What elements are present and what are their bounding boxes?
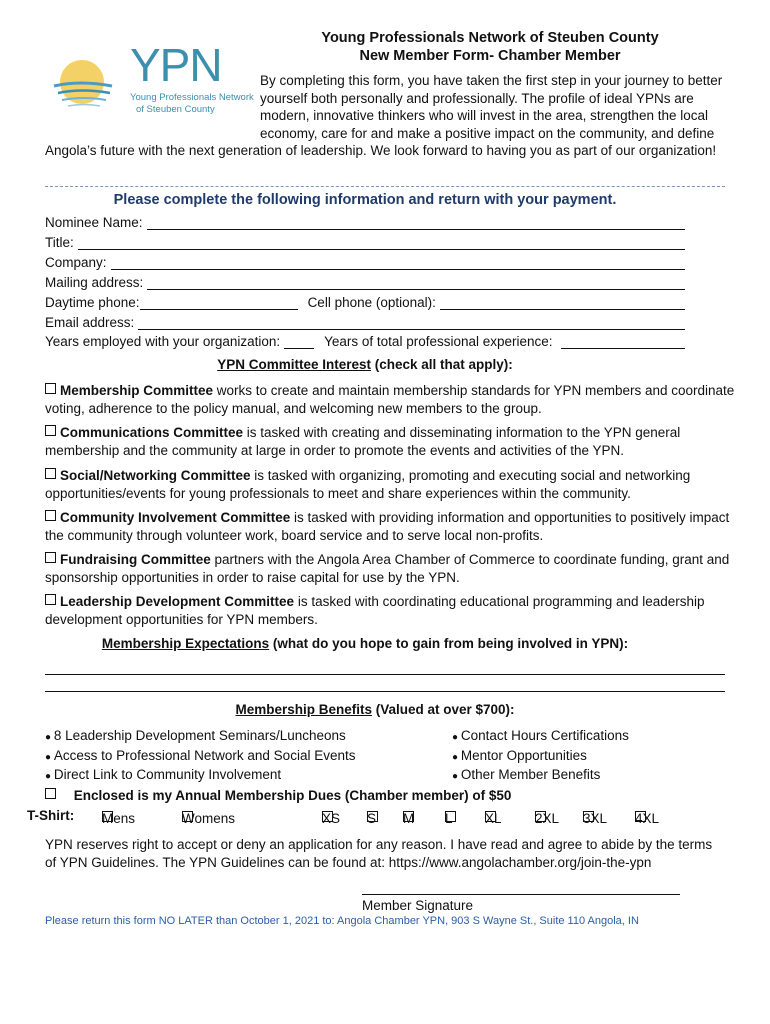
benefit-item: ● Contact Hours Certifications (452, 727, 732, 747)
daytime-phone-field[interactable] (140, 295, 298, 310)
checkbox[interactable] (45, 425, 56, 436)
option-label: 3XL (583, 811, 608, 826)
tshirt-label: T-Shirt: (27, 808, 75, 823)
signature-line[interactable] (362, 894, 680, 895)
committee-name: Fundraising Committee (60, 552, 211, 567)
expectations-heading-title: Membership Expectations (101, 636, 270, 651)
email-field[interactable] (138, 315, 685, 330)
committee-item (45, 551, 735, 586)
company-label: Company: (45, 255, 107, 270)
phone-row (45, 292, 685, 310)
dashed-divider (45, 186, 725, 187)
committee-item (45, 509, 735, 544)
expectations-line-2[interactable] (45, 691, 725, 692)
committee-name: Social/Networking Committee (60, 468, 251, 483)
committee-name: Leadership Development Committee (60, 594, 295, 609)
checkbox[interactable] (45, 552, 56, 563)
option-label: Womens (182, 811, 236, 826)
option-label: 4XL (635, 811, 660, 826)
committee-item (45, 382, 735, 417)
committee-heading-title: YPN Committee Interest (217, 357, 371, 372)
benefits-right-list (452, 727, 732, 786)
expectations-line-1[interactable] (45, 674, 725, 675)
nominee-name-label: Nominee Name: (45, 215, 143, 230)
cell-phone-label: Cell phone (optional): (307, 295, 436, 310)
committee-desc: works to create and maintain membership standards for YPN members and coordinate voting, adherence to the policy manual, and welcoming new members to the group. (45, 383, 735, 416)
committee-item (45, 467, 735, 502)
committee-desc: is tasked with providing information and opportunities to positively impact the community through volunteer work, board service and to serve local non-profits. (45, 510, 730, 543)
option-label: S (367, 811, 377, 826)
title-row (45, 232, 685, 250)
option-label: 2XL (535, 811, 560, 826)
years-total-field[interactable] (561, 334, 685, 349)
committee-desc: is tasked with organizing, promoting and executing social and networking opportunities/events for young professionals to meet and share experiences within the community. (45, 468, 691, 501)
benefits-left-list (45, 727, 425, 786)
dues-checkbox[interactable] (45, 788, 56, 799)
option-label: Mens (102, 811, 136, 826)
logo-line2: of Steuben County (136, 104, 215, 115)
benefits-heading-title: Membership Benefits (235, 702, 372, 717)
logo-mark: YPN (130, 39, 222, 91)
years-org-field[interactable] (284, 334, 314, 349)
mailing-address-field[interactable] (147, 275, 685, 290)
title-label: Title: (45, 235, 74, 250)
benefits-heading-suffix: (Valued at over $700): (371, 702, 515, 717)
title-field[interactable] (78, 235, 685, 250)
company-field[interactable] (111, 255, 685, 270)
benefit-item: ● 8 Leadership Development Seminars/Luncheons (45, 727, 425, 747)
form-subtitle: New Member Form- Chamber Member (359, 48, 621, 64)
nominee-name-field[interactable] (147, 215, 685, 230)
benefit-item: ● Other Member Benefits (452, 766, 732, 786)
logo-line1: Young Professionals Network (130, 92, 254, 103)
intro-paragraph (45, 72, 735, 160)
form-title: Young Professionals Network of Steuben County (321, 30, 659, 46)
years-org-label: Years employed with your organization: (45, 334, 281, 349)
years-row (45, 331, 685, 349)
signature-label: Member Signature (362, 898, 474, 913)
committee-desc: partners with the Angola Area Chamber of Commerce to coordinate funding, grant and sponsorship opportunities in order to raise capital for use by the YPN. (45, 552, 730, 585)
committee-desc: is tasked with coordinating educational programming and leadership development opportunities for YPN members. (45, 594, 705, 627)
committee-item (45, 424, 735, 459)
checkbox[interactable] (45, 383, 56, 394)
intro-text: By completing this form, you have taken the first step in your journey to better yourself both personally and professionally. The profile of ideal YPNs are modern, innovative thinkers who will invest in the area, strengthen the local economy, care for and make a positive impact on the community, and define Angola’s future with the next generation of leadership. We look forward to having you as part of our organization! (45, 73, 723, 158)
cell-phone-field[interactable] (440, 295, 685, 310)
committee-name: Communications Committee (60, 425, 244, 440)
committee-name: Community Involvement Committee (60, 510, 291, 525)
terms-paragraph: YPN reserves right to accept or deny an application for any reason. I have read and agree to abide by the terms of YPN Guidelines. The YPN Guidelines can be found at: https://www.angolachamber.org/join-the-ypn (45, 837, 713, 870)
option-label: L (445, 811, 453, 826)
mailing-label: Mailing address: (45, 275, 144, 290)
email-row (45, 312, 685, 330)
committee-heading-suffix: (check all that apply): (371, 357, 513, 372)
years-total-label: Years of total professional experience: (324, 334, 553, 349)
benefit-item: ● Direct Link to Community Involvement (45, 766, 425, 786)
dues-row (45, 788, 745, 803)
option-label: M (403, 811, 415, 826)
return-instructions: Please return this form NO LATER than October 1, 2021 to: Angola Chamber YPN, 903 S Wayne St., Suite 110 Angola, IN (45, 915, 639, 927)
benefit-item: ● Access to Professional Network and Social Events (45, 747, 425, 767)
benefit-item: ● Mentor Opportunities (452, 747, 732, 767)
expectations-heading-suffix: (what do you hope to gain from being involved in YPN): (269, 636, 629, 651)
daytime-phone-label: Daytime phone: (45, 295, 140, 310)
dues-text: Enclosed is my Annual Membership Dues (Chamber member) of $50 (73, 788, 512, 803)
checkbox[interactable] (45, 594, 56, 605)
benefits-heading (45, 702, 705, 717)
expectations-heading (45, 636, 685, 651)
checkbox[interactable] (45, 510, 56, 521)
committee-desc: is tasked with creating and disseminating information to the YPN general membership and the community at large in order to promote the events and activities of the YPN. (45, 425, 681, 458)
option-label: XL (485, 811, 502, 826)
tshirt-row (27, 808, 745, 831)
nominee-name-row (45, 212, 685, 230)
company-row (45, 252, 685, 270)
email-label: Email address: (45, 315, 135, 330)
committee-name: Membership Committee (60, 383, 214, 398)
option-label: XS (322, 811, 341, 826)
committee-heading (45, 357, 685, 372)
committee-item (45, 593, 735, 628)
checkbox[interactable] (45, 468, 56, 479)
instructions-heading: Please complete the following information and return with your payment. (113, 192, 617, 208)
mailing-row (45, 272, 685, 290)
